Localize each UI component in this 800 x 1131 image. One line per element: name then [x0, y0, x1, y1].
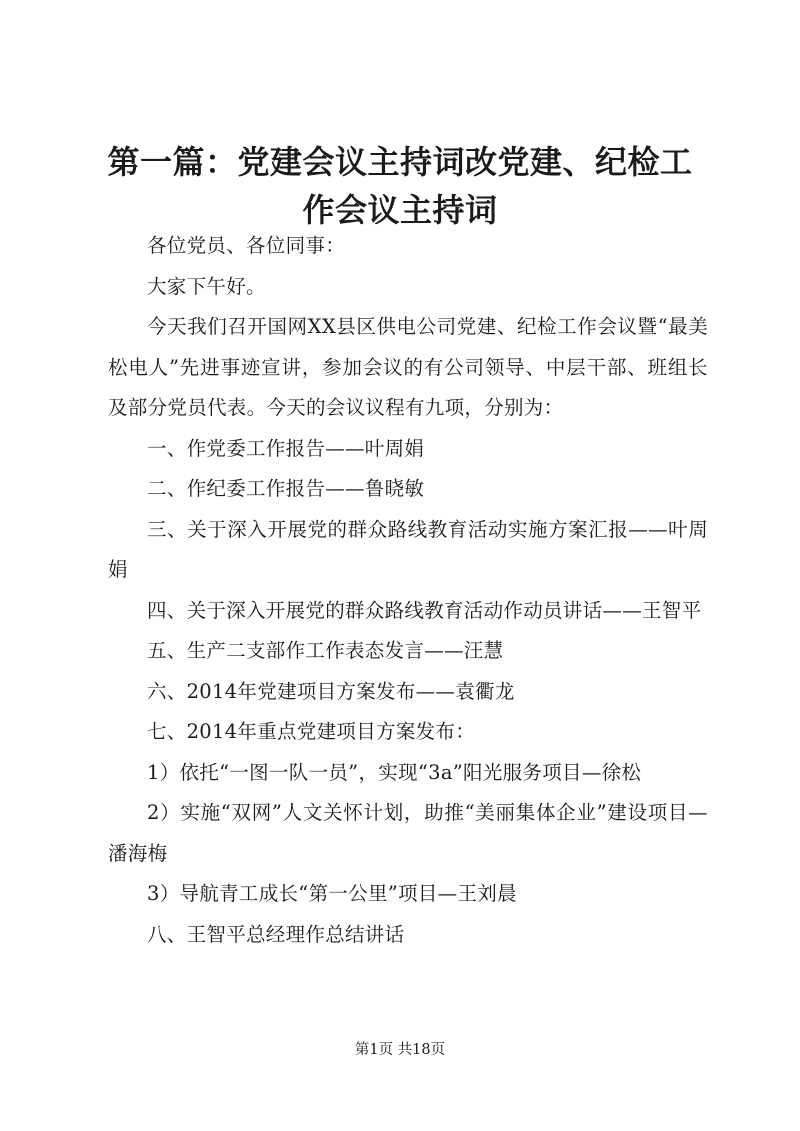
agenda-subitem-3: 3）导航青工成长“第一公里”项目—王刘晨 [147, 882, 517, 905]
agenda-subitem-2: 2）实施“双网”人文关怀计划，助推“美丽集体企业”建设项目—潘海梅 [108, 801, 708, 865]
agenda-item-1: 一、作党委工作报告——叶周娟 [147, 436, 425, 460]
agenda-item-7: 七、2014年重点党建项目方案发布： [147, 720, 476, 743]
document-body [108, 226, 708, 955]
agenda-item-5: 五、生产二支部作工作表态发言——汪慧 [147, 639, 504, 662]
agenda-item-8: 八、王智平总经理作总结讲话 [147, 922, 405, 946]
paragraph-salutation: 大家下午好。 [147, 274, 266, 298]
paragraph-greeting: 各位党员、各位同事： [147, 234, 346, 257]
agenda-item-2: 二、作纪委工作报告——鲁晓敏 [147, 477, 425, 500]
page-number: 第1页 共18页 [354, 1042, 446, 1058]
agenda-subitem-1: 1）依托“一图一队一员”，实现“3a”阳光服务项目—徐松 [147, 760, 642, 784]
document-title: 第一篇：党建会议主持词改党建、纪检工作会议主持词 [107, 143, 693, 229]
agenda-item-6: 六、2014年党建项目方案发布——袁衢龙 [147, 679, 515, 703]
agenda-item-4: 四、关于深入开展党的群众路线教育活动作动员讲话——王智平 [147, 598, 702, 622]
agenda-item-3: 三、关于深入开展党的群众路线教育活动实施方案汇报——叶周娟 [108, 517, 708, 581]
paragraph-intro: 今天我们召开国网XX县区供电公司党建、纪检工作会议暨“最美松电人”先进事迹宣讲，参加会议的有公司领导、中层干部、班组长及部分党员代表。今天的会议议程有九项，分别为： [108, 315, 708, 419]
